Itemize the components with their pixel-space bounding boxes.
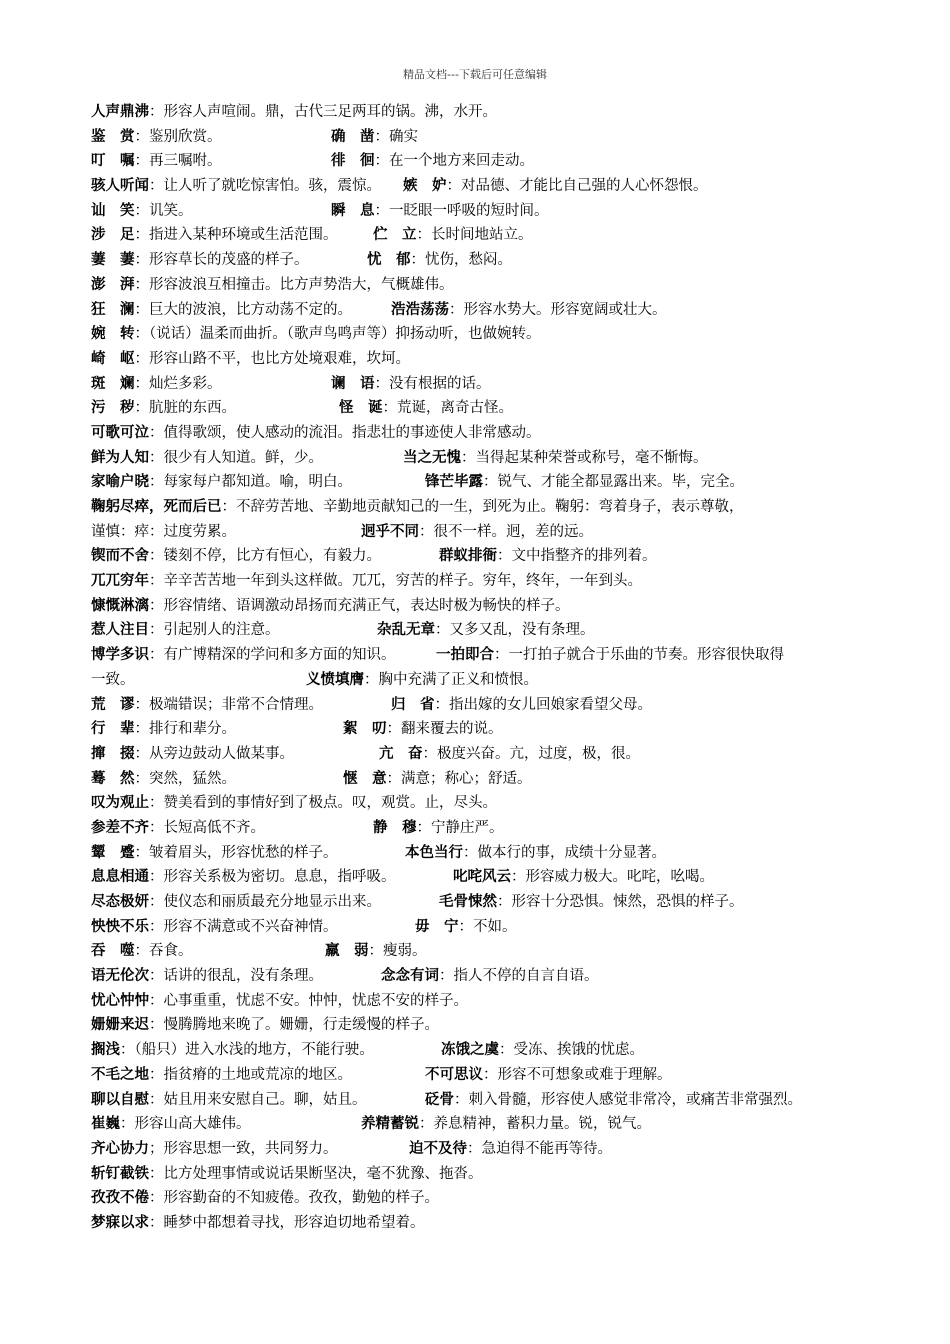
vocab-entry bbox=[306, 668, 538, 693]
vocab-line bbox=[91, 372, 871, 397]
vocab-entry bbox=[391, 693, 652, 718]
vocab-definition: ：文中指整齐的排列着。 bbox=[497, 548, 657, 565]
vocab-term: 砭骨 bbox=[425, 1091, 454, 1108]
vocab-definition: ：很不一样。迥，差的远。 bbox=[419, 523, 593, 540]
vocab-definition: ：荒诞，离奇古怪。 bbox=[382, 400, 513, 417]
vocab-term: 杂乱无章 bbox=[377, 622, 435, 639]
vocab-term: 锲而不舍 bbox=[91, 548, 149, 565]
vocab-line bbox=[91, 1162, 871, 1187]
vocab-definition: ：做本行的事，成绩十分显著。 bbox=[463, 844, 666, 861]
vocab-entry bbox=[91, 425, 541, 441]
vocab-entry bbox=[409, 1137, 612, 1162]
vocab-definition: ：一打拍子就合于乐曲的节奏。形容很快取得 bbox=[494, 647, 784, 664]
vocab-definition: ：一眨眼一呼吸的短时间。 bbox=[374, 202, 549, 219]
vocab-line bbox=[91, 544, 871, 569]
vocab-line bbox=[91, 1112, 871, 1137]
vocab-definition: ：形容不可想象或难于理解。 bbox=[483, 1066, 672, 1083]
vocab-term: 蓦 然 bbox=[91, 770, 135, 787]
vocab-definition: 一致。 bbox=[91, 671, 135, 688]
vocab-definition: ：睡梦中都想着寻找，形容迫切地希望着。 bbox=[149, 1214, 425, 1231]
vocab-term: 群蚁排衙 bbox=[439, 548, 497, 565]
vocab-term: 迫不及待 bbox=[409, 1140, 467, 1157]
vocab-definition: ：（船只）进入水浅的地方，不能行驶。 bbox=[120, 1042, 374, 1059]
vocab-entry bbox=[91, 573, 642, 589]
vocab-definition: ：长时间地站立。 bbox=[416, 227, 533, 244]
vocab-term: 荒 谬 bbox=[91, 696, 135, 713]
vocab-definition: ：刺入骨髓，形容使人感觉非常冷，或痛苦非常强烈。 bbox=[454, 1091, 802, 1108]
vocab-entry bbox=[91, 1067, 352, 1083]
vocab-term: 锋芒毕露 bbox=[425, 474, 483, 491]
vocab-entry bbox=[377, 618, 595, 643]
vocab-term: 孜孜不倦 bbox=[91, 1190, 149, 1207]
vocab-definition: ：瘦弱。 bbox=[368, 943, 427, 960]
vocab-entry bbox=[91, 845, 338, 861]
vocab-entry bbox=[91, 1166, 483, 1182]
vocab-term: 确 凿 bbox=[331, 128, 375, 145]
vocab-definition: ：指人不停的自言自语。 bbox=[439, 968, 599, 985]
vocab-term: 崎 岖 bbox=[91, 350, 135, 367]
vocab-term: 污 秽 bbox=[91, 400, 135, 417]
vocab-entry bbox=[91, 203, 193, 219]
vocab-term: 归 省 bbox=[391, 696, 435, 713]
vocab-entry bbox=[91, 302, 352, 318]
vocab-entry bbox=[91, 795, 497, 811]
vocab-definition: ：使仪态和丽质最充分地显示出来。 bbox=[149, 894, 381, 910]
vocab-definition: ：有广博精深的学问和多方面的知识。 bbox=[149, 647, 396, 664]
vocab-term: 博学多识 bbox=[91, 647, 149, 664]
vocab-entry bbox=[91, 129, 222, 145]
vocab-entry bbox=[91, 227, 338, 243]
vocab-term: 婉 转 bbox=[91, 326, 135, 343]
vocab-definition: ：当得起某种荣誉或称号，毫不惭悔。 bbox=[461, 449, 708, 466]
vocab-definition: ：形容关系极为密切。息息，指呼吸。 bbox=[149, 869, 396, 886]
vocab-line bbox=[91, 223, 871, 248]
vocabulary-list bbox=[91, 100, 871, 1236]
vocab-entry bbox=[403, 174, 708, 199]
vocab-definition: ：讥笑。 bbox=[134, 202, 193, 219]
vocab-term: 吞 噬 bbox=[91, 943, 135, 960]
vocab-definition: ：形容威力极大。叱咤，吆喝。 bbox=[511, 869, 714, 886]
vocab-entry bbox=[91, 1190, 439, 1206]
vocab-entry bbox=[91, 869, 396, 885]
vocab-line bbox=[91, 125, 871, 150]
vocab-term: 不毛之地 bbox=[91, 1066, 149, 1083]
vocab-line bbox=[91, 1211, 871, 1236]
vocab-line bbox=[91, 594, 871, 619]
vocab-term: 惬 意 bbox=[343, 770, 387, 787]
vocab-entry bbox=[403, 446, 708, 471]
vocab-line bbox=[91, 668, 871, 693]
vocab-line bbox=[91, 470, 871, 495]
vocab-term: 澎 湃 bbox=[91, 276, 135, 293]
vocab-definition: ：肮脏的东西。 bbox=[134, 400, 236, 417]
vocab-line bbox=[91, 149, 871, 174]
vocab-term: 叱咤风云 bbox=[453, 869, 511, 886]
vocab-term: 讪 笑 bbox=[91, 202, 135, 219]
vocab-term: 冻饿之虞 bbox=[441, 1042, 499, 1059]
vocab-entry bbox=[441, 1038, 644, 1063]
vocab-line bbox=[91, 618, 871, 643]
vocab-entry bbox=[331, 149, 534, 174]
vocab-line bbox=[91, 347, 871, 372]
vocab-definition: ：形容山路不平，也比方处境艰难，坎坷。 bbox=[134, 350, 410, 367]
vocab-entry bbox=[91, 548, 381, 564]
vocab-entry bbox=[91, 721, 236, 737]
vocab-term: 参差不齐 bbox=[91, 819, 149, 836]
vocab-term: 颦 蹙 bbox=[91, 844, 135, 861]
vocab-entry bbox=[91, 1141, 338, 1157]
vocab-entry bbox=[425, 1088, 802, 1113]
vocab-entry bbox=[343, 717, 503, 742]
vocab-definition: ：话讲的很乱，没有条理。 bbox=[149, 968, 323, 985]
vocab-term: 絮 叨 bbox=[343, 721, 387, 738]
vocab-entry bbox=[373, 816, 504, 841]
vocab-definition: ：没有根据的话。 bbox=[374, 375, 491, 392]
vocab-line bbox=[91, 421, 871, 446]
vocab-term: 家喻户晓 bbox=[91, 474, 149, 491]
vocab-term: 忧 郁 bbox=[367, 252, 411, 269]
vocab-line bbox=[91, 915, 871, 940]
vocab-term: 羸 弱 bbox=[325, 943, 369, 960]
vocab-definition: ：极度兴奋。亢，过度，极，很。 bbox=[422, 745, 640, 762]
vocab-definition: ：急迫得不能再等待。 bbox=[467, 1140, 612, 1157]
vocab-line bbox=[91, 890, 871, 915]
vocab-term: 养精蓄锐 bbox=[361, 1116, 419, 1133]
vocab-term: 亢 奋 bbox=[379, 745, 423, 762]
vocab-term: 不可思议 bbox=[425, 1066, 483, 1083]
vocab-term: 狂 澜 bbox=[91, 301, 135, 318]
vocab-line bbox=[91, 199, 871, 224]
vocab-line bbox=[91, 520, 871, 545]
vocab-definition: ：形容山高大雄伟。 bbox=[120, 1116, 251, 1133]
vocab-entry bbox=[91, 1215, 425, 1231]
vocab-definition: ：（说话）温柔而曲折。（歌声鸟鸣声等）抑扬动听，也做婉转。 bbox=[134, 326, 541, 343]
vocab-line bbox=[91, 174, 871, 199]
vocab-definition: ：对品德、才能比自己强的人心怀怨恨。 bbox=[446, 178, 708, 195]
vocab-line bbox=[91, 248, 871, 273]
vocab-definition: ：皱着眉头，形容忧愁的样子。 bbox=[134, 844, 338, 861]
vocab-entry bbox=[436, 643, 784, 668]
vocab-entry bbox=[381, 964, 599, 989]
vocab-term: 怪 诞 bbox=[339, 400, 383, 417]
vocab-line bbox=[91, 742, 871, 767]
vocab-definition: ：形容水势大。形容宽阔或壮大。 bbox=[449, 301, 667, 318]
vocab-definition: ：指贫瘠的土地或荒凉的地区。 bbox=[149, 1066, 352, 1083]
vocab-line bbox=[91, 643, 871, 668]
vocab-line bbox=[91, 989, 871, 1014]
vocab-entry bbox=[91, 400, 236, 416]
vocab-term: 叹为观止 bbox=[91, 795, 149, 812]
vocab-definition: ：很少有人知道。鲜，少。 bbox=[149, 449, 323, 466]
vocab-line bbox=[91, 100, 871, 125]
vocab-definition: 谨慎：瘁：过度劳累。 bbox=[91, 523, 236, 540]
vocab-line bbox=[91, 322, 871, 347]
vocab-entry bbox=[91, 771, 236, 787]
vocab-term: 瞬 息 bbox=[331, 202, 375, 219]
vocab-entry bbox=[91, 647, 396, 663]
vocab-definition: ：排行和辈分。 bbox=[134, 721, 236, 738]
vocab-line bbox=[91, 964, 871, 989]
vocab-definition: ：形容波浪互相撞击。比方声势浩大，气概雄伟。 bbox=[134, 276, 454, 293]
vocab-term: 萋 萋 bbox=[91, 252, 135, 269]
vocab-term: 鉴 赏 bbox=[91, 128, 135, 145]
vocab-line bbox=[91, 865, 871, 890]
vocab-line bbox=[91, 939, 871, 964]
vocab-definition: ：灿烂多彩。 bbox=[134, 375, 222, 392]
vocab-term: 念念有词 bbox=[381, 968, 439, 985]
vocab-term: 尽态极妍 bbox=[91, 894, 149, 910]
vocab-definition: ：形容十分恐惧。悚然，恐惧的样子。 bbox=[497, 894, 744, 910]
vocab-term: 徘 徊 bbox=[331, 153, 375, 170]
vocab-entry bbox=[91, 376, 222, 392]
vocab-term: 毋 宁 bbox=[415, 918, 459, 935]
vocab-definition: ：宁静庄严。 bbox=[416, 819, 504, 836]
vocab-term: 撺 掇 bbox=[91, 745, 135, 762]
vocab-entry bbox=[91, 919, 338, 935]
vocab-entry bbox=[379, 742, 640, 767]
vocab-line bbox=[91, 767, 871, 792]
vocab-term: 行 辈 bbox=[91, 721, 135, 738]
vocab-definition: ：忧伤，愁闷。 bbox=[410, 252, 512, 269]
vocab-definition: ：翻来覆去的说。 bbox=[386, 721, 503, 738]
vocab-entry bbox=[391, 298, 667, 323]
vocab-entry bbox=[339, 396, 513, 421]
vocab-term: 浩浩荡荡 bbox=[391, 301, 449, 318]
vocab-entry bbox=[361, 1112, 651, 1137]
vocab-entry bbox=[331, 199, 549, 224]
vocab-definition: ：形容情绪、语调激动昂扬而充满正气，表达时极为畅快的样子。 bbox=[149, 597, 570, 614]
vocab-line bbox=[91, 446, 871, 471]
vocab-line bbox=[91, 1038, 871, 1063]
vocab-term: 嫉 妒 bbox=[403, 178, 447, 195]
vocab-line bbox=[91, 273, 871, 298]
vocab-term: 崔巍 bbox=[91, 1116, 120, 1133]
vocab-definition: ：辛辛苦苦地一年到头这样做。兀兀，穷苦的样子。穷年，终年，一年到头。 bbox=[149, 573, 642, 590]
vocab-term: 忧心忡忡 bbox=[91, 992, 149, 1009]
vocab-term: 搁浅 bbox=[91, 1042, 120, 1059]
vocab-entry bbox=[91, 104, 497, 120]
vocab-entry bbox=[405, 841, 666, 866]
vocab-definition: ：指出嫁的女儿回娘家看望父母。 bbox=[434, 696, 652, 713]
vocab-definition: ：极端错误；非常不合情理。 bbox=[134, 696, 323, 713]
vocab-term: 惹人注目 bbox=[91, 622, 149, 639]
vocab-line bbox=[91, 1013, 871, 1038]
vocab-line bbox=[91, 396, 871, 421]
vocab-line bbox=[91, 717, 871, 742]
vocab-entry bbox=[415, 915, 517, 940]
vocab-line bbox=[91, 1088, 871, 1113]
vocab-term: 骇人听闻 bbox=[91, 178, 149, 195]
vocab-entry bbox=[91, 746, 294, 762]
vocab-definition: ：形容勤奋的不知疲倦。孜孜，勤勉的样子。 bbox=[149, 1190, 439, 1207]
vocab-entry bbox=[439, 544, 657, 569]
vocab-entry bbox=[425, 470, 744, 495]
vocab-definition: ：镂刻不停，比方有恒心，有毅力。 bbox=[149, 548, 381, 565]
vocab-definition: ：比方处理事情或说话果断坚决，毫不犹豫、拖沓。 bbox=[149, 1165, 483, 1182]
vocab-entry bbox=[91, 499, 744, 515]
vocab-term: 毛骨悚然 bbox=[439, 894, 497, 910]
vocab-term: 语无伦次 bbox=[91, 968, 149, 985]
vocab-definition: ：锐气、才能全都显露出来。毕，完全。 bbox=[483, 474, 744, 491]
vocab-term: 本色当行 bbox=[405, 844, 463, 861]
vocab-entry bbox=[91, 524, 236, 540]
vocab-entry bbox=[91, 178, 381, 194]
vocab-term: 人声鼎沸 bbox=[91, 104, 149, 120]
vocab-entry bbox=[325, 939, 427, 964]
vocab-entry bbox=[91, 993, 468, 1009]
vocab-definition: ：受冻、挨饿的忧虑。 bbox=[499, 1042, 644, 1059]
vocab-definition: ：从旁边鼓动人做某事。 bbox=[134, 745, 294, 762]
vocab-line bbox=[91, 1137, 871, 1162]
vocab-definition: ：养息精神，蓄积力量。锐，锐气。 bbox=[419, 1116, 651, 1133]
vocab-entry bbox=[91, 351, 410, 367]
vocab-definition: ：引起别人的注意。 bbox=[149, 622, 280, 639]
vocab-term: 一拍即合 bbox=[436, 647, 494, 664]
vocab-entry bbox=[453, 865, 714, 890]
vocab-definition: ：形容不满意或不兴奋神情。 bbox=[149, 918, 338, 935]
vocab-line bbox=[91, 841, 871, 866]
vocab-entry bbox=[91, 450, 323, 466]
vocab-definition: ：突然，猛然。 bbox=[134, 770, 236, 787]
vocab-definition: ：吞食。 bbox=[134, 943, 193, 960]
vocab-definition: ：确实 bbox=[374, 128, 418, 145]
vocab-definition: ：又多又乱，没有条理。 bbox=[435, 622, 595, 639]
vocab-line bbox=[91, 1186, 871, 1211]
vocab-entry bbox=[343, 767, 532, 792]
vocab-term: 聊以自慰 bbox=[91, 1091, 149, 1108]
vocab-definition: ：指进入某种环境或生活范围。 bbox=[134, 227, 338, 244]
vocab-definition: ：值得歌颂，使人感动的流泪。指悲壮的事迹使人非常感动。 bbox=[149, 424, 541, 441]
vocab-term: 怏怏不乐 bbox=[91, 918, 149, 935]
vocab-definition: ：慢腾腾地来晚了。姗姗，行走缓慢的样子。 bbox=[149, 1017, 439, 1034]
vocab-entry bbox=[91, 1116, 251, 1132]
vocab-definition: ：不如。 bbox=[458, 918, 517, 935]
vocab-definition: ：不辞劳苦地、辛勤地贡献知己的一生，到死为止。鞠躬：弯着身子，表示尊敬， bbox=[221, 499, 744, 515]
vocab-entry bbox=[91, 1042, 374, 1058]
vocab-entry bbox=[439, 890, 744, 915]
vocab-term: 伫 立 bbox=[373, 227, 417, 244]
vocab-entry bbox=[425, 1063, 672, 1088]
vocab-term: 叮 嘱 bbox=[91, 153, 135, 170]
vocab-term: 鲜为人知 bbox=[91, 449, 149, 466]
vocab-entry bbox=[91, 1017, 439, 1033]
vocab-definition: ：鉴别欣赏。 bbox=[134, 128, 222, 145]
vocab-entry bbox=[91, 1092, 367, 1108]
vocab-entry bbox=[91, 153, 222, 169]
vocab-entry bbox=[91, 474, 352, 490]
vocab-entry bbox=[91, 697, 323, 713]
vocab-line bbox=[91, 816, 871, 841]
vocab-definition: ：赞美看到的事情好到了极点。叹，观赏。止，尽头。 bbox=[149, 795, 497, 812]
vocab-entry bbox=[331, 372, 491, 397]
vocab-line bbox=[91, 569, 871, 594]
vocab-definition: ：让人听了就吃惊害怕。骇，震惊。 bbox=[149, 178, 381, 195]
page-header: 精品文档---下载后可任意编辑 bbox=[403, 68, 547, 81]
vocab-term: 斩钉截铁 bbox=[91, 1165, 149, 1182]
vocab-entry bbox=[91, 326, 541, 342]
vocab-definition: ：胸中充满了正义和愤恨。 bbox=[364, 671, 538, 688]
vocab-definition: ：心事重重，忧虑不安。忡忡，忧虑不安的样子。 bbox=[149, 992, 468, 1009]
vocab-entry bbox=[373, 223, 533, 248]
vocab-definition: ：姑且用来安慰自己。聊，姑且。 bbox=[149, 1091, 367, 1108]
vocab-term: 静 穆 bbox=[373, 819, 417, 836]
vocab-term: 兀兀穷年 bbox=[91, 573, 149, 590]
vocab-term: 义愤填膺 bbox=[306, 671, 364, 688]
vocab-line bbox=[91, 298, 871, 323]
vocab-term: 齐心协力 bbox=[91, 1140, 149, 1157]
vocab-term: 鞠躬尽瘁，死而后已 bbox=[91, 499, 222, 515]
vocab-entry bbox=[91, 968, 323, 984]
vocab-term: 迥乎不同 bbox=[361, 523, 419, 540]
vocab-definition: ：每家每户都知道。喻，明白。 bbox=[149, 474, 352, 491]
vocab-term: 涉 足 bbox=[91, 227, 135, 244]
vocab-entry bbox=[361, 520, 593, 545]
vocab-definition: ；形容思想一致，共同努力。 bbox=[149, 1140, 338, 1157]
vocab-term: 斑 斓 bbox=[91, 375, 135, 392]
vocab-term: 慷慨淋漓 bbox=[91, 597, 149, 614]
vocab-entry bbox=[91, 277, 454, 293]
vocab-line bbox=[91, 1063, 871, 1088]
vocab-definition: ：再三嘱咐。 bbox=[134, 153, 222, 170]
vocab-term: 谰 语 bbox=[331, 375, 375, 392]
vocab-entry bbox=[91, 820, 265, 836]
vocab-definition: ：形容草长的茂盛的样子。 bbox=[134, 252, 309, 269]
vocab-definition: ：在一个地方来回走动。 bbox=[374, 153, 534, 170]
vocab-entry bbox=[91, 894, 381, 910]
vocab-term: 姗姗来迟 bbox=[91, 1017, 149, 1034]
vocab-entry bbox=[91, 598, 570, 614]
vocab-definition: ：满意；称心；舒适。 bbox=[386, 770, 532, 787]
vocab-entry bbox=[331, 125, 418, 150]
vocab-term: 梦寐以求 bbox=[91, 1214, 149, 1231]
vocab-term: 可歌可泣 bbox=[91, 424, 149, 441]
vocab-entry bbox=[367, 248, 512, 273]
vocab-term: 息息相通 bbox=[91, 869, 149, 886]
vocab-definition: ：长短高低不齐。 bbox=[149, 819, 265, 836]
vocab-entry bbox=[91, 252, 309, 268]
vocab-term: 当之无愧 bbox=[403, 449, 461, 466]
vocab-line bbox=[91, 791, 871, 816]
vocab-entry bbox=[91, 943, 193, 959]
vocab-definition: ：形容人声喧闹。鼎，古代三足两耳的锅。沸，水开。 bbox=[149, 104, 497, 120]
vocab-line bbox=[91, 693, 871, 718]
vocab-definition: ：巨大的波浪，比方动荡不定的。 bbox=[134, 301, 352, 318]
vocab-entry bbox=[91, 622, 280, 638]
vocab-line bbox=[91, 495, 871, 520]
vocab-entry bbox=[91, 672, 135, 688]
